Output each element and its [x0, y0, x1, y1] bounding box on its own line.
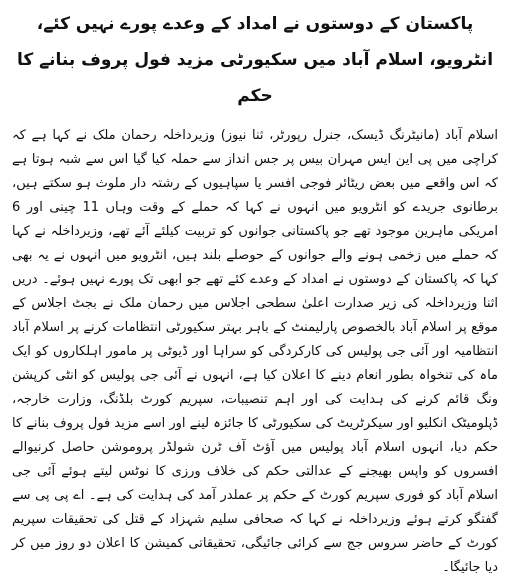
article-headline: پاکستان کے دوستوں نے امداد کے وعدے پورے نہیں کئے، انٹرویو، اسلام آباد میں سکیورٹی مزید فول پروف بنانے کا حکم — [16, 14, 494, 106]
article-body: اسلام آباد (مانیٹرنگ ڈیسک، جنرل رپورٹر، ثنا نیوز) وزیرداخلہ رحمان ملک نے کہا ہے کہ کراچی میں پی این ایس مہران بیس پر جس انداز سے حملہ کیا گیا اس سے شبہ ہوتا ہے کہ اس واقعے میں بعض ریٹائر فوجی افسر یا سپاہیوں کے رشتہ دار ملوث ہو سکتے ہیں، برطانوی جریدے کو انٹرویو میں انہوں نے کہا کہ حملے کے وقت وہاں 11 چینی اور 6 امریکی ماہرین موجود تھے جو پاکستانی جوانوں کو تربیت کیلئے آئے تھے، وزیرداخلہ نے کہا کہ حملے میں زخمی ہونے والے جوانوں کے حوصلے بلند ہیں، انٹرویو میں انہوں نے یہ بھی کہا کہ پاکستان کے دوستوں نے امداد کے وعدے کئے تھے جو ابھی تک پورے نہیں ہوئے۔ دریں اثنا وزیرداخلہ کی زیر صدارت اعلیٰ سطحی اجلاس میں رحمان ملک نے بجٹ اجلاس کے موقع پر اسلام آباد بالخصوص پارلیمنٹ کے باہر بہتر سکیورٹی انتظامات کرنے پر اسلام آباد انتظامیہ اور آئی جی پولیس کی کارکردگی کو سراہا اور ڈیوٹی پر مامور اہلکاروں کو ایک ماہ کی تنخواہ بطور انعام دینے کا اعلان کیا ہے، انہوں نے آئی جی پولیس کو انٹی کرپشن ونگ قائم کرنے کی ہدایت کی اور اہم تنصیبات، سپریم کورٹ بلڈنگ، وزارت خارجہ، ڈپلومیٹک انکلیو اور سیکرٹریٹ کی سکیورٹی کا جائزہ لینے اور اسے مزید فول پروف بنانے کا حکم دیا، انہوں اسلام آباد پولیس میں آؤٹ آف ٹرن شولڈر پروموشن حاصل کرنیوالے افسروں کو واپس بھیجنے کے عدالتی حکم کی خلاف ورزی کا نوٹس لیتے ہوئے آئی جی اسلام آباد کو فوری سپریم کورٹ کے حکم پر عملدر آمد کی ہدایت کی ہے۔ اے پی پی سے گفتگو کرتے ہوئے وزیرداخلہ نے کہا کہ صحافی سلیم شہزاد کے قتل کی تحقیقات سپریم کورٹ کے حاضر سروس جج سے کرائی جائیگی، تحقیقاتی کمیشن کا اعلان دو روز میں کر دیا جائیگا۔ — [12, 128, 498, 575]
